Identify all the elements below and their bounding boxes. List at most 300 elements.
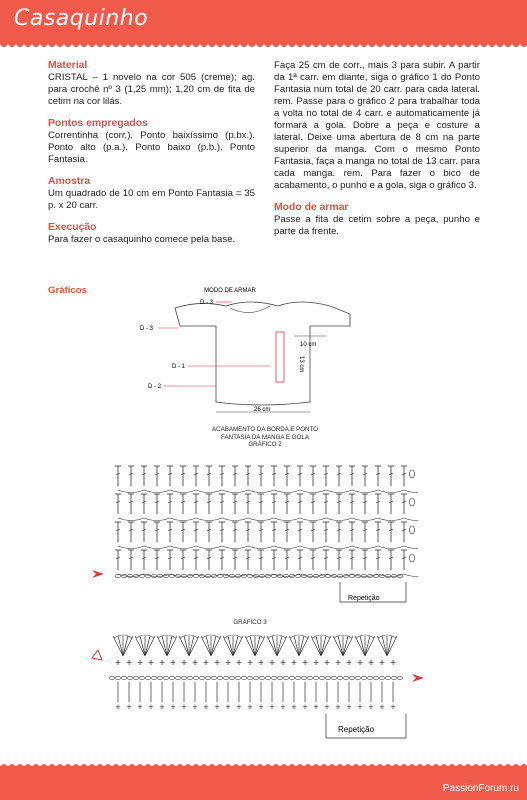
single-crochet-mark: + [346,658,352,669]
label-d1: D - 1 [172,364,186,370]
stitch-double-crochet [323,550,329,570]
single-crochet-mark: + [269,702,275,712]
stitch-double-crochet [271,466,277,486]
chain-arc [118,490,144,493]
stitch-double-crochet [167,550,173,570]
single-crochet-mark: + [247,702,253,712]
stitch-double-crochet [141,466,147,486]
stitch-double-crochet [284,466,290,486]
stitch-double-crochet [258,494,264,514]
stitch-double-crochet [245,466,251,486]
shell-stitch [289,635,309,656]
foundation-chain [284,574,289,577]
stitch-double-crochet [206,494,212,514]
chain-arc [196,518,222,521]
chain-arc [326,518,352,521]
chain-stitch [356,676,361,679]
single-crochet-mark: + [192,702,198,712]
stitch-double-crochet [375,550,381,570]
diagram-title: MODO DE ARMAR [204,288,256,294]
stitch-double-crochet [297,466,303,486]
chain-arc [404,574,418,577]
stitch-double-crochet [193,466,199,486]
chain-arc [404,490,418,493]
single-crochet-mark: + [137,702,143,712]
stitch-double-crochet [115,466,121,486]
single-crochet-mark: + [236,658,242,669]
chain-stitch [188,676,193,679]
single-crochet-mark: + [357,658,363,669]
single-crochet-mark: + [126,702,132,712]
shell-stitch [135,635,155,656]
single-crochet-mark: + [236,702,242,712]
site-watermark: PassionForum.ru [442,783,519,794]
stitch-double-crochet [128,466,134,486]
stitch-double-crochet [115,522,121,542]
label-10cm: 10 cm [300,342,317,348]
shell-stitch [113,635,133,656]
stitch-double-crochet [219,494,225,514]
chain-stitch [152,676,157,679]
stitch-double-crochet [128,550,134,570]
single-crochet-mark: + [148,658,154,669]
stitch-double-crochet [362,466,368,486]
stitch-double-crochet [349,522,355,542]
section-body: CRISTAL – 1 novelo na cor 505 (creme); ag. para crochê nº 3 (1,25 mm); 1,20 cm de fita de cetim na cor lilás. [48,72,255,107]
label-d2: D - 2 [148,384,162,390]
single-crochet-mark: + [269,658,275,669]
shell-stitch [377,635,397,656]
chain-arc [170,490,196,493]
shell-stitch [223,635,243,656]
stitch-double-crochet [206,522,212,542]
stitch-double-crochet [362,550,368,570]
chain-stitch [326,676,331,679]
single-crochet-mark: + [291,658,297,669]
chain-arc [118,546,144,549]
shell-stitch [179,635,199,656]
chain-stitch [212,676,217,679]
stitch-double-crochet [336,550,342,570]
stitch-double-crochet [297,550,303,570]
chain-stitch [218,676,223,679]
chain-stitch [128,676,133,679]
chain-arc [248,518,274,521]
opening-rect [276,332,284,382]
stitch-double-crochet [310,466,316,486]
chain-loop [410,498,415,506]
chain-stitch [182,676,187,679]
stitch-double-crochet [349,550,355,570]
stitch-double-crochet [167,466,173,486]
stitch-double-crochet [193,522,199,542]
single-crochet-mark: + [280,658,286,669]
stitch-double-crochet [167,494,173,514]
garment-outline [175,302,350,405]
chain-stitch [272,676,277,679]
single-crochet-mark: + [159,702,165,712]
single-crochet-mark: + [302,658,308,669]
single-crochet-mark: + [368,702,374,712]
chain-stitch [254,676,259,679]
single-crochet-mark: + [181,702,187,712]
stitch-double-crochet [128,494,134,514]
stitch-double-crochet [232,550,238,570]
single-crochet-mark: + [291,702,297,712]
stitch-double-crochet [167,522,173,542]
shell-stitch [201,635,221,656]
left-column [48,60,255,256]
chain-stitch [302,676,307,679]
single-crochet-mark: + [170,658,176,669]
foundation-chain [182,574,187,577]
single-crochet-mark: + [203,702,209,712]
stitch-double-crochet [388,522,394,542]
chain-arc [196,490,222,493]
single-crochet-mark: + [225,658,231,669]
stitch-double-crochet [128,522,134,542]
chain-stitch [344,676,349,679]
chart2-stitch-chart [88,452,418,612]
stitch-double-crochet [375,494,381,514]
section-title: Execução [48,222,97,233]
section-body: Correntinha (corr.). Ponto baixíssimo (p.bx.). Ponto alto (p.a.). Ponto baixo (p.b.). Ponto Fantasia. [48,130,255,165]
single-crochet-mark: + [225,702,231,712]
foundation-chain [194,574,199,577]
single-crochet-mark: + [379,702,385,712]
stitch-double-crochet [401,494,407,514]
stitch-double-crochet [141,522,147,542]
single-crochet-mark: + [313,658,319,669]
page-title: Casaquinho [14,6,149,31]
stitch-double-crochet [245,550,251,570]
chain-arc [274,490,300,493]
chain-stitch [308,676,313,679]
chain-arc [274,546,300,549]
label-13cm: 13 cm [298,356,304,373]
chain-arc [170,518,196,521]
shell-stitch [311,635,331,656]
section-title: Material [48,60,88,71]
stitch-double-crochet [206,550,212,570]
chain-stitch [374,676,379,679]
single-crochet-mark: + [159,658,165,669]
stitch-double-crochet [284,522,290,542]
chain-stitch [296,676,301,679]
stitch-double-crochet [375,466,381,486]
chain-arc [274,518,300,521]
chain-arc [222,546,248,549]
chain-arc [196,546,222,549]
single-crochet-mark: + [148,702,154,712]
stitch-double-crochet [349,466,355,486]
foundation-chain [116,574,121,577]
chain-stitch [110,676,115,679]
stitch-double-crochet [115,550,121,570]
stitch-double-crochet [154,494,160,514]
stitch-double-crochet [388,466,394,486]
stitch-double-crochet [180,494,186,514]
instructions-text: Faça 25 cm de corr., mais 3 para subir. A partir da 1ª carr. em diante, siga o gráfico 1 do Ponto Fantasia num total de 20 carr. para cada lateral. rem. Passe para o gráfico 2 para trabalhar toda a volta no total de 4 carr. e automaticamente já formará a gola. Dobre a peça e costure a lateral. Deixe uma abertura de 8 cm na parte superior da manga. Com o mesmo Ponto Fantasia, faça a manga no total de 13 carr. para cada manga. rem. Para fazer o bico de acabamento, o punho e a gola, siga o gráfico 3. [274,60,480,191]
stitch-double-crochet [180,550,186,570]
stitch-double-crochet [323,466,329,486]
chain-arc [300,546,326,549]
chain-stitch [200,676,205,679]
single-crochet-mark: + [390,702,396,712]
stitch-double-crochet [219,522,225,542]
chart2-caption-line3: GRÁFICO 2 [248,441,282,448]
stitch-double-crochet [271,494,277,514]
chain-stitch [236,676,241,679]
chain-arc [222,518,248,521]
stitch-double-crochet [258,466,264,486]
stitch-double-crochet [245,522,251,542]
single-crochet-mark: + [115,658,121,669]
stitch-double-crochet [375,522,381,542]
chain-arc [352,518,378,521]
chart2-caption-line2: FANTASIA DA MANGA E GOLA [221,433,309,441]
single-crochet-mark: + [368,658,374,669]
stitch-double-crochet [154,466,160,486]
chain-arc [378,546,404,549]
chain-arc [118,518,144,521]
shell-stitch [267,635,287,656]
single-crochet-mark: + [203,658,209,669]
single-crochet-mark: + [247,658,253,669]
chain-stitch [116,676,121,679]
chain-stitch [176,676,181,679]
section-title: Pontos empregados [48,118,148,129]
stitch-double-crochet [115,494,121,514]
single-crochet-mark: + [137,658,143,669]
foundation-chain [260,574,265,577]
chain-loop [410,554,415,562]
chain-loop [410,526,415,534]
stitch-double-crochet [336,466,342,486]
stitch-double-crochet [336,494,342,514]
stitch-double-crochet [310,522,316,542]
start-arrow-icon [92,570,104,578]
chain-loop [410,470,415,478]
chart3-caption: GRÁFICO 3 [233,619,267,626]
chain-stitch [314,676,319,679]
graficos-label: Gráficos [48,285,87,296]
stitch-double-crochet [180,522,186,542]
stitch-double-crochet [388,550,394,570]
scallop-path [0,44,527,47]
chain-stitch [320,676,325,679]
chain-stitch [260,676,265,679]
stitch-double-crochet [180,466,186,486]
chain-stitch [122,676,127,679]
stitch-double-crochet [258,522,264,542]
stitch-double-crochet [323,522,329,542]
stitch-double-crochet [401,522,407,542]
single-crochet-mark: + [126,658,132,669]
stitch-double-crochet [297,494,303,514]
chain-stitch [164,676,169,679]
chain-arc [222,490,248,493]
chain-arc [404,518,418,521]
stitch-double-crochet [310,494,316,514]
foundation-chain [338,574,343,577]
chain-stitch [194,676,199,679]
chain-stitch [362,676,367,679]
chain-stitch [284,676,289,679]
chain-stitch [332,676,337,679]
chain-stitch [134,676,139,679]
chain-arc [326,490,352,493]
stitch-double-crochet [310,550,316,570]
stitch-double-crochet [323,494,329,514]
stitch-double-crochet [297,522,303,542]
single-crochet-mark: + [346,702,352,712]
chain-stitch [206,676,211,679]
chain-arc [404,546,418,549]
repeat-label: Repetição [338,725,375,734]
stitch-double-crochet [193,494,199,514]
chain-stitch [368,676,373,679]
single-crochet-mark: + [313,702,319,712]
chain-stitch [140,676,145,679]
stitch-double-crochet [232,522,238,542]
label-d3-left: D - 3 [140,326,154,332]
chain-stitch [146,676,151,679]
single-crochet-mark: + [214,658,220,669]
stitch-double-crochet [141,550,147,570]
single-crochet-mark: + [258,702,264,712]
chain-stitch [278,676,283,679]
foundation-chain [362,574,367,577]
label-d3-top: D - 3 [200,300,214,306]
chain-arc [144,518,170,521]
section-body: Para fazer o casaquinho comece pela base. [48,234,236,245]
chain-stitch [386,676,391,679]
shell-stitch [355,635,375,656]
stitch-double-crochet [232,466,238,486]
chain-arc [300,490,326,493]
chain-stitch [242,676,247,679]
chain-stitch [350,676,355,679]
direction-arrow-icon [412,674,424,682]
right-column [274,60,480,248]
header-scallop-border [0,44,527,50]
stitch-double-crochet [219,550,225,570]
start-arrow-icon [92,650,102,660]
stitch-double-crochet [271,522,277,542]
single-crochet-mark: + [258,658,264,669]
chain-stitch [230,676,235,679]
chain-stitch [398,676,403,679]
section-title-modo-de-armar: Modo de armar [274,202,349,213]
chain-arc [326,546,352,549]
chain-arc [170,546,196,549]
stitch-double-crochet [258,550,264,570]
label-26cm: 26 cm [254,407,271,413]
foundation-chain [350,574,355,577]
single-crochet-mark: + [302,702,308,712]
stitch-double-crochet [193,550,199,570]
stitch-double-crochet [154,522,160,542]
stitch-double-crochet [336,522,342,542]
single-crochet-mark: + [390,658,396,669]
foundation-chain [206,574,211,577]
stitch-double-crochet [401,550,407,570]
stitch-double-crochet [232,494,238,514]
assembly-diagram [130,284,380,420]
single-crochet-mark: + [181,658,187,669]
single-crochet-mark: + [115,702,121,712]
chart2-caption-line1: ACABAMENTO DA BORDA E PONTO [211,426,318,433]
section-body-modo-de-armar: Passe a fita de cetim sobre a peça, punho e parte da frente. [274,214,480,237]
chain-stitch [224,676,229,679]
stitch-double-crochet [401,466,407,486]
single-crochet-mark: + [379,658,385,669]
shell-stitch [157,635,177,656]
chain-arc [248,490,274,493]
chain-stitch [392,676,397,679]
stitch-double-crochet [284,494,290,514]
single-crochet-mark: + [324,658,330,669]
chain-stitch [290,676,295,679]
stitch-double-crochet [206,466,212,486]
page-footer [0,766,527,800]
chain-stitch [248,676,253,679]
repeat-label: Repetição [348,595,380,602]
stitch-double-crochet [284,550,290,570]
stitch-double-crochet [245,494,251,514]
shell-stitch [245,635,265,656]
stitch-double-crochet [154,550,160,570]
chain-arc [352,546,378,549]
chain-arc [352,490,378,493]
chain-stitch [170,676,175,679]
section-title: Amostra [48,176,91,187]
chart3-stitch-chart [88,630,428,742]
chain-arc [144,490,170,493]
stitch-double-crochet [349,494,355,514]
single-crochet-mark: + [335,658,341,669]
chain-arc [378,490,404,493]
single-crochet-mark: + [192,658,198,669]
stitch-double-crochet [271,550,277,570]
single-crochet-mark: + [335,702,341,712]
single-crochet-mark: + [357,702,363,712]
chain-stitch [158,676,163,679]
chain-stitch [266,676,271,679]
stitch-double-crochet [388,494,394,514]
foundation-chain [272,574,277,577]
single-crochet-mark: + [280,702,286,712]
chain-arc [378,518,404,521]
chain-stitch [380,676,385,679]
chain-arc [144,546,170,549]
foundation-chain [128,574,133,577]
chain-stitch [338,676,343,679]
section-body: Um quadrado de 10 cm em Ponto Fantasia = 35 p. x 20 carr. [48,188,255,211]
chart2-caption [180,426,350,449]
single-crochet-mark: + [170,702,176,712]
chain-arc [248,546,274,549]
page-header [0,0,527,44]
single-crochet-mark: + [324,702,330,712]
shell-stitch [333,635,353,656]
chain-arc [300,518,326,521]
stitch-double-crochet [362,494,368,514]
stitch-double-crochet [141,494,147,514]
single-crochet-mark: + [214,702,220,712]
neckline [230,306,270,313]
